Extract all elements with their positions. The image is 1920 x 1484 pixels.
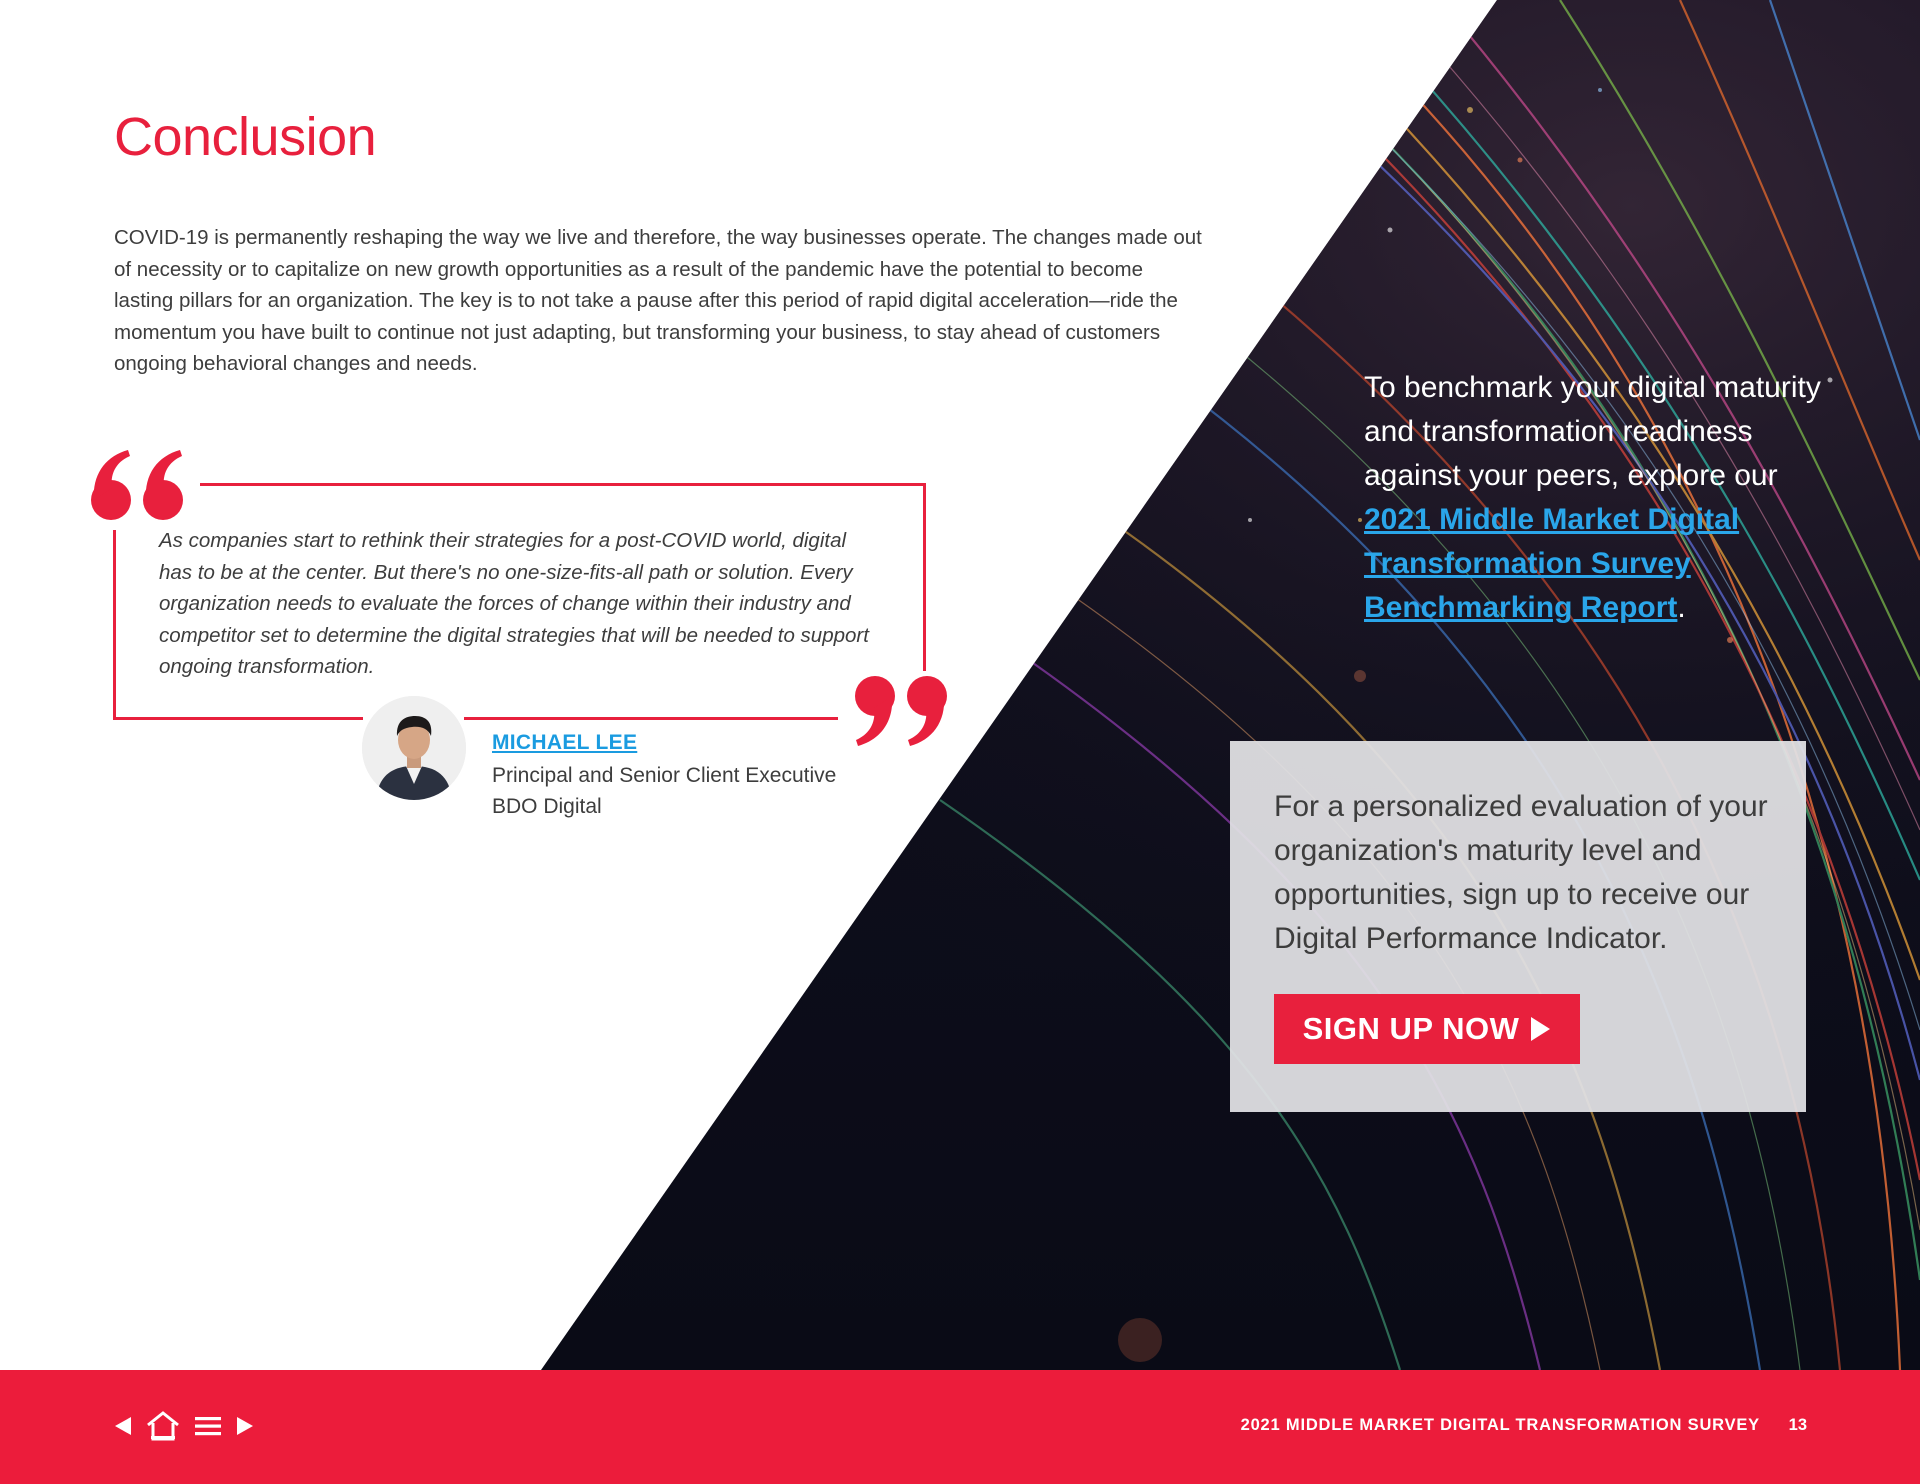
page-number: 13 xyxy=(1788,1416,1807,1434)
quote-frame-bottom-border-left xyxy=(113,717,363,720)
quote-frame-left-border xyxy=(113,530,116,720)
footer-publication-title: 2021 MIDDLE MARKET DIGITAL TRANSFORMATION SURVEY xyxy=(1240,1416,1760,1434)
benchmark-text: To benchmark your digital maturity and transformation readiness against your peers, explore our xyxy=(1364,371,1821,492)
benchmarking-report-link[interactable]: 2021 Middle Market Digital Transformation Survey Benchmarking Report xyxy=(1364,503,1740,624)
benchmark-callout xyxy=(1364,366,1834,630)
home-icon xyxy=(146,1410,180,1442)
signup-callout-box xyxy=(1230,741,1806,1112)
quote-frame-top-border xyxy=(200,483,926,486)
person-portrait-icon xyxy=(362,696,466,800)
quote-text: As companies start to rethink their strategies for a post-COVID world, digital has to be at the center. But there's no one-size-fits-all path or solution. Every organization needs to evaluate the forces of change within their industry and competitor set to determine the digital strategies that will be needed to support ongoing transformation. xyxy=(159,529,869,678)
author-name-link[interactable]: MICHAEL LEE xyxy=(492,731,638,754)
footer-bar xyxy=(0,1370,1920,1484)
play-arrow-icon xyxy=(1529,1016,1551,1042)
menu-button[interactable] xyxy=(194,1410,222,1442)
triangle-left-icon xyxy=(113,1415,133,1437)
conclusion-body-text: COVID-19 is permanently reshaping the way we live and therefore, the way businesses operate. The changes made out of necessity or to capitalize on new growth opportunities as a result of the pandemic have the potential to become lasting pillars for an organization. The key is to not take a pause after this period of rapid digital acceleration—ride the momentum you have built to continue not just adapting, but transforming your business, to stay ahead of customers ongoing behavioral changes and needs. xyxy=(114,226,1202,375)
author-avatar xyxy=(362,696,466,800)
open-quote-icon xyxy=(90,448,190,524)
quote-frame-bottom-border-right xyxy=(464,717,838,720)
close-quote-icon xyxy=(848,672,948,748)
home-button[interactable] xyxy=(145,1410,181,1442)
next-page-button[interactable] xyxy=(234,1410,256,1442)
signup-callout-text: For a personalized evaluation of your organization's maturity level and opportunities, sign up to receive our Digital Performance Indicator. xyxy=(1274,790,1768,955)
author-organization: BDO Digital xyxy=(492,795,602,818)
page-title: Conclusion xyxy=(114,107,377,167)
author-title: Principal and Senior Client Executive xyxy=(492,764,837,787)
benchmark-text-end: . xyxy=(1677,591,1686,624)
sign-up-now-label: SIGN UP NOW xyxy=(1302,1011,1520,1046)
triangle-right-icon xyxy=(235,1415,255,1437)
sign-up-now-button[interactable] xyxy=(1274,994,1580,1064)
previous-page-button[interactable] xyxy=(112,1410,134,1442)
hamburger-menu-icon xyxy=(195,1415,221,1437)
quote-frame-right-border xyxy=(923,483,926,671)
